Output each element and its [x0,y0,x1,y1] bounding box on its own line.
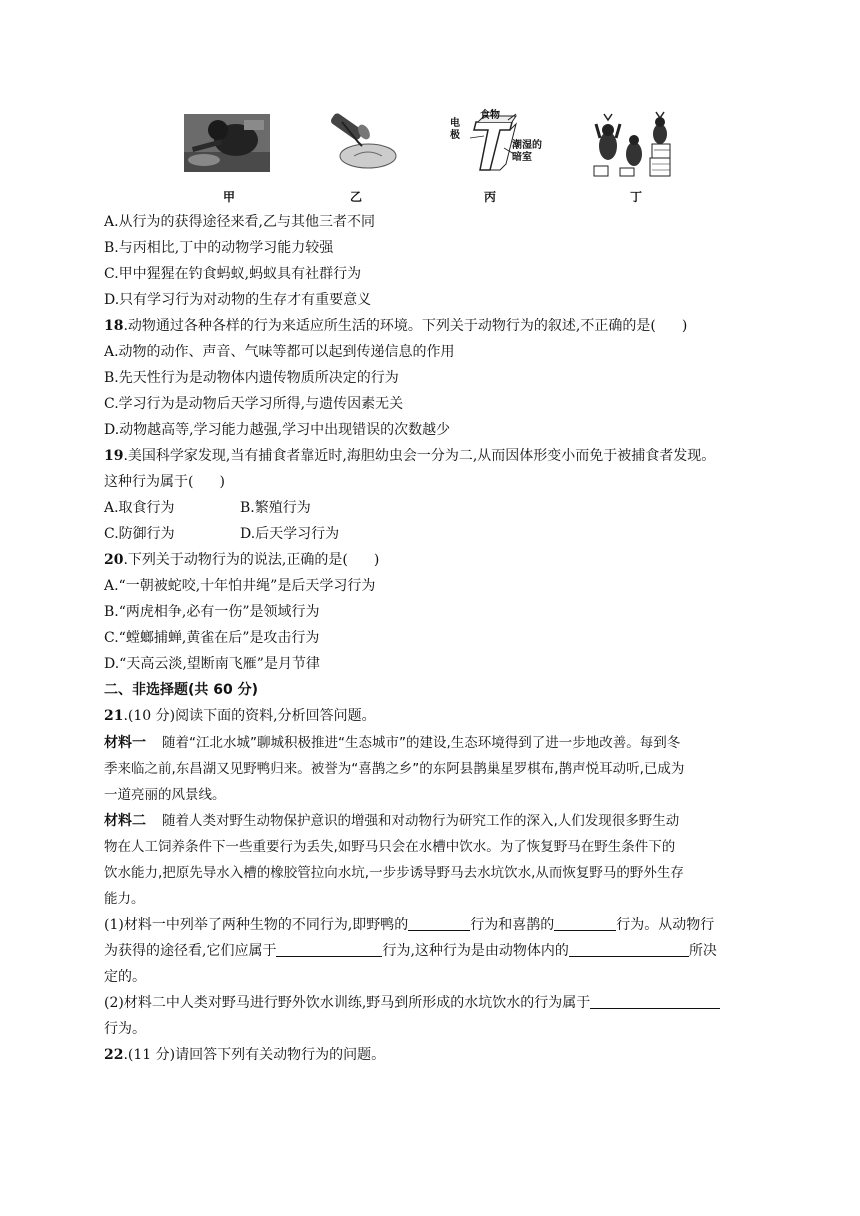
maze-label-electrode: 电 极 [450,118,460,141]
q19-number: 19 [104,448,124,464]
q20-option-c: C.“螳螂捕蝉,黄雀在后”是攻击行为 [104,630,320,646]
q19-stem-line2 [104,473,225,491]
q21-part2-line1 [104,994,720,1012]
q22-number: 22 [104,1047,124,1063]
q21-material2-line4: 能力。 [104,891,145,907]
q21-material2-line3: 饮水能力,把原先导水入槽的橡胶管拉向水坑,一步步诱导野马去水坑饮水,从而恢复野马的野外生存 [104,865,684,881]
q21-part2-line2: 行为。 [104,1021,146,1037]
q21-p1-e: 行为,这种行为是由动物体内的 [382,943,569,959]
q21-p1-f: 所决 [688,943,717,959]
q21-material2-line2: 物在人工饲养条件下一些重要行为丢失,如野马只会在水槽中饮水。为了恢复野马在野生条件下的 [104,839,676,855]
q19-stem-text: .美国科学家发现,当有捕食者靠近时,海胆幼虫会一分为二,从而因体形变小而免于被捕食者发现。 [123,448,716,464]
q17-option-b: B.与丙相比,丁中的动物学习能力较强 [104,240,334,256]
q19-option-d: D.后天学习行为 [240,526,340,542]
q19-stem2-text: 这种行为属于( [104,474,194,490]
q18-option-a: A.动物的动作、声音、气味等都可以起到传递信息的作用 [104,344,455,360]
answer-blank-behavior-type[interactable] [276,942,382,957]
q19-close-paren: ) [219,474,225,490]
maze-label-room: 潮湿的 暗室 [512,140,542,163]
q17-option-d: D.只有学习行为对动物的生存才有重要意义 [104,292,372,308]
figure-yi-drawing [324,112,398,172]
q18-stem-text: .动物通过各种各样的行为来适应所生活的环境。下列关于动物行为的叙述,不正确的是( [123,318,656,334]
q21-stem-text: .(10 分)阅读下面的资料,分析回答问题。 [123,708,376,724]
answer-blank-magpie[interactable] [554,916,616,931]
q21-material2-line1 [104,812,679,830]
q20-option-d: D.“天高云淡,望断南飞雁”是月节律 [104,656,320,672]
q18-stem [104,317,687,335]
q17-option-a: A.从行为的获得途径来看,乙与其他三者不同 [104,214,376,230]
q21-number: 21 [104,708,124,724]
q21-p1-d: 为获得的途径看,它们应属于 [104,943,277,959]
q21-p1-a: (1)材料一中列举了两种生物的不同行为,即野鸭的 [104,917,409,933]
q21-p2-a: (2)材料二中人类对野马进行野外饮水训练,野马到所形成的水坑饮水的行为属于 [104,995,591,1011]
section-heading-nonchoice: 二、非选择题(共 60 分) [104,682,259,698]
answer-blank-determinant[interactable] [569,942,689,957]
q20-option-b: B.“两虎相争,必有一伤”是领域行为 [104,604,320,620]
q21-p1-b: 行为和喜鹊的 [470,917,555,933]
q18-close-paren: ) [681,318,688,334]
material2-text-1: 随着人类对野生动物保护意识的增强和对动物行为研究工作的深入,人们发现很多野生动 [162,813,680,829]
q20-number: 20 [104,552,124,568]
q21-p1-c: 行为。从动物行 [616,917,715,933]
q20-close-paren: ) [373,552,380,568]
q20-stem [104,551,379,569]
figure-ding-chimps-boxes [590,108,686,182]
q20-stem-text: .下列关于动物行为的说法,正确的是( [123,552,348,568]
q21-part1-line1 [104,916,714,934]
material1-text-1: 随着“江北水城”聊城积极推进“生态城市”的建设,生态环境得到了进一步地改善。每到冬 [162,735,681,751]
q19-option-a: A.取食行为 [104,500,175,516]
material2-label: 材料二 [104,813,146,829]
q21-part1-line2 [104,942,717,960]
q22-stem-text: .(11 分)请回答下列有关动物行为的问题。 [123,1047,386,1063]
q18-option-c: C.学习行为是动物后天学习所得,与遗传因素无关 [104,396,404,412]
q22-stem [104,1046,385,1064]
figure-label-ding: 丁 [630,190,643,204]
q19-option-c: C.防御行为 [104,526,175,542]
q18-option-d: D.动物越高等,学习能力越强,学习中出现错误的次数越少 [104,422,451,438]
q19-option-b: B.繁殖行为 [240,500,311,516]
figure-jia-chimp-photo [184,114,270,172]
q21-material1-line2: 季来临之前,东昌湖又见野鸭归来。被誉为“喜鹊之乡”的东阿县鹊巢星罗棋布,鹊声悦耳动听,已成为 [104,761,685,777]
figure-bing-maze [450,108,560,178]
q18-number: 18 [104,318,124,334]
figure-label-bing: 丙 [484,190,497,204]
q21-material1-line1 [104,734,680,752]
material1-label: 材料一 [104,735,146,751]
q19-stem [104,447,715,465]
q21-material1-line3: 一道亮丽的风景线。 [104,787,226,803]
q21-stem [104,707,376,725]
answer-blank-horse-behavior[interactable] [590,994,720,1009]
maze-label-food: 食物 [480,110,500,121]
q18-option-b: B.先天性行为是动物体内遗传物质所决定的行为 [104,370,399,386]
answer-blank-duck[interactable] [408,916,470,931]
figure-label-jia: 甲 [223,190,236,204]
q17-option-c: C.甲中猩猩在钓食蚂蚁,蚂蚁具有社群行为 [104,266,362,282]
figure-strip [160,108,720,208]
q20-option-a: A.“一朝被蛇咬,十年怕井绳”是后天学习行为 [104,578,376,594]
figure-label-yi: 乙 [350,190,363,204]
q21-part1-line3: 定的。 [104,969,146,985]
